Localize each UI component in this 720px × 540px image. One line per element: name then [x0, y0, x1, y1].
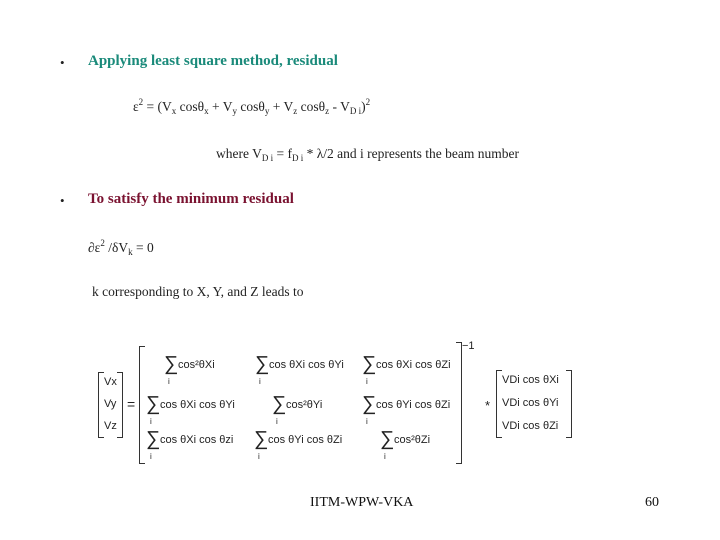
right-vector-bracket [566, 370, 572, 438]
bullet: • [60, 193, 65, 208]
k-line: k corresponding to X, Y, and Z leads to [92, 284, 304, 299]
vector-entry: VDi cos θZi [502, 420, 559, 432]
page-number: 60 [645, 495, 659, 510]
footer-text: IITM-WPW-VKA [310, 495, 414, 510]
where-line: where $V_{D i} = f_{D i} * \lambda/2$ and i represents the beam number [216, 146, 519, 163]
matrix-bracket-right [456, 342, 462, 464]
bullet: • [60, 55, 65, 70]
partial-equation: $\partial\varepsilon^2$ $/\delta V_k = 0$ [88, 238, 154, 257]
vector-entry: VDi cos θYi [502, 397, 559, 409]
vector-entry: Vy [104, 398, 117, 410]
vector-entry: Vz [104, 420, 117, 432]
equals-sign: = [127, 396, 136, 412]
inverse-exponent: −1 [462, 340, 475, 352]
residual-equation: $\varepsilon^2 = (V_x$ $\cos\theta_x + V_y$ $\cos\theta_y + V_z$ $\cos\theta_z - V_{D i})^2$ [133, 97, 371, 116]
heading-minimum: To satisfy the minimum residual [88, 191, 294, 207]
left-vector-bracket [117, 372, 123, 438]
heading-residual: Applying least square method, residual [88, 53, 338, 69]
vector-entry: Vx [104, 376, 117, 388]
vector-entry: VDi cos θXi [502, 374, 559, 386]
times-sign: * [485, 398, 491, 413]
matrix-bracket-left [139, 346, 145, 464]
